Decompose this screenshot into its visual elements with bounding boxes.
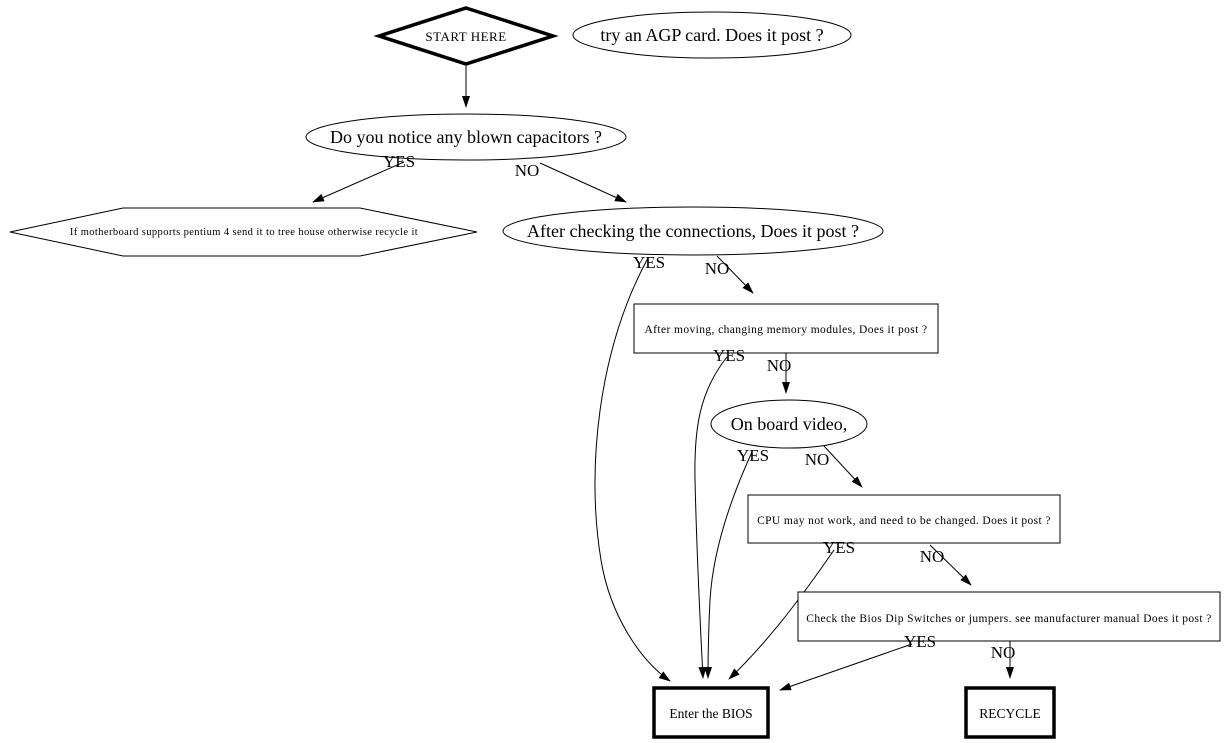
node-agp-card [573, 12, 851, 58]
edge-label-cpu-yes: YES [822, 538, 856, 557]
cpu-label: CPU may not work, and need to be changed. Does it post ? [757, 515, 1051, 527]
node-blown-capacitors [306, 114, 626, 160]
node-memory-modules [634, 304, 938, 353]
edge-label-memory-yes: YES [712, 346, 746, 365]
node-start [379, 8, 553, 64]
node-cpu-change [748, 495, 1060, 543]
edge-capacitors-no [540, 163, 626, 202]
edge-label-capacitors-yes: YES [382, 152, 416, 171]
start-label: START HERE [425, 29, 507, 44]
edge-label-video-no: NO [804, 450, 830, 469]
agp-label: try an AGP card. Does it post ? [600, 25, 824, 45]
memory-label: After moving, changing memory modules, Does it post ? [644, 324, 928, 336]
video-label: On board video, [730, 414, 848, 434]
edge-label-video-yes: YES [736, 446, 770, 465]
capacitors-label: Do you notice any blown capacitors ? [330, 127, 602, 147]
node-onboard-video [711, 400, 867, 448]
edge-video-no [824, 446, 862, 487]
edge-memory-yes [695, 357, 727, 678]
edge-label-cpu-no: NO [919, 547, 945, 566]
node-bios-dip-switches [798, 592, 1220, 641]
node-layer [10, 8, 1220, 737]
connections-label: After checking the connections, Does it post ? [527, 221, 859, 241]
recycle-label: RECYCLE [979, 706, 1041, 721]
pentium4-label: If motherboard supports pentium 4 send it to tree house otherwise recycle it [69, 227, 419, 238]
edge-label-bios-no: NO [990, 643, 1016, 662]
edge-label-capacitors-no: NO [514, 161, 540, 180]
bios-label: Check the Bios Dip Switches or jumpers. see manufacturer manual Does it post ? [806, 613, 1212, 625]
node-check-connections [503, 207, 883, 255]
enter-bios-label: Enter the BIOS [669, 706, 753, 721]
node-enter-bios [654, 688, 768, 737]
edge-label-memory-no: NO [766, 356, 792, 375]
node-pentium4 [10, 208, 477, 256]
edge-label-connections-no: NO [704, 259, 730, 278]
edge-bios-yes [780, 644, 912, 690]
node-recycle [966, 688, 1054, 737]
edge-label-connections-yes: YES [632, 253, 666, 272]
edge-label-bios-yes: YES [903, 632, 937, 651]
edge-video-yes [708, 452, 752, 678]
